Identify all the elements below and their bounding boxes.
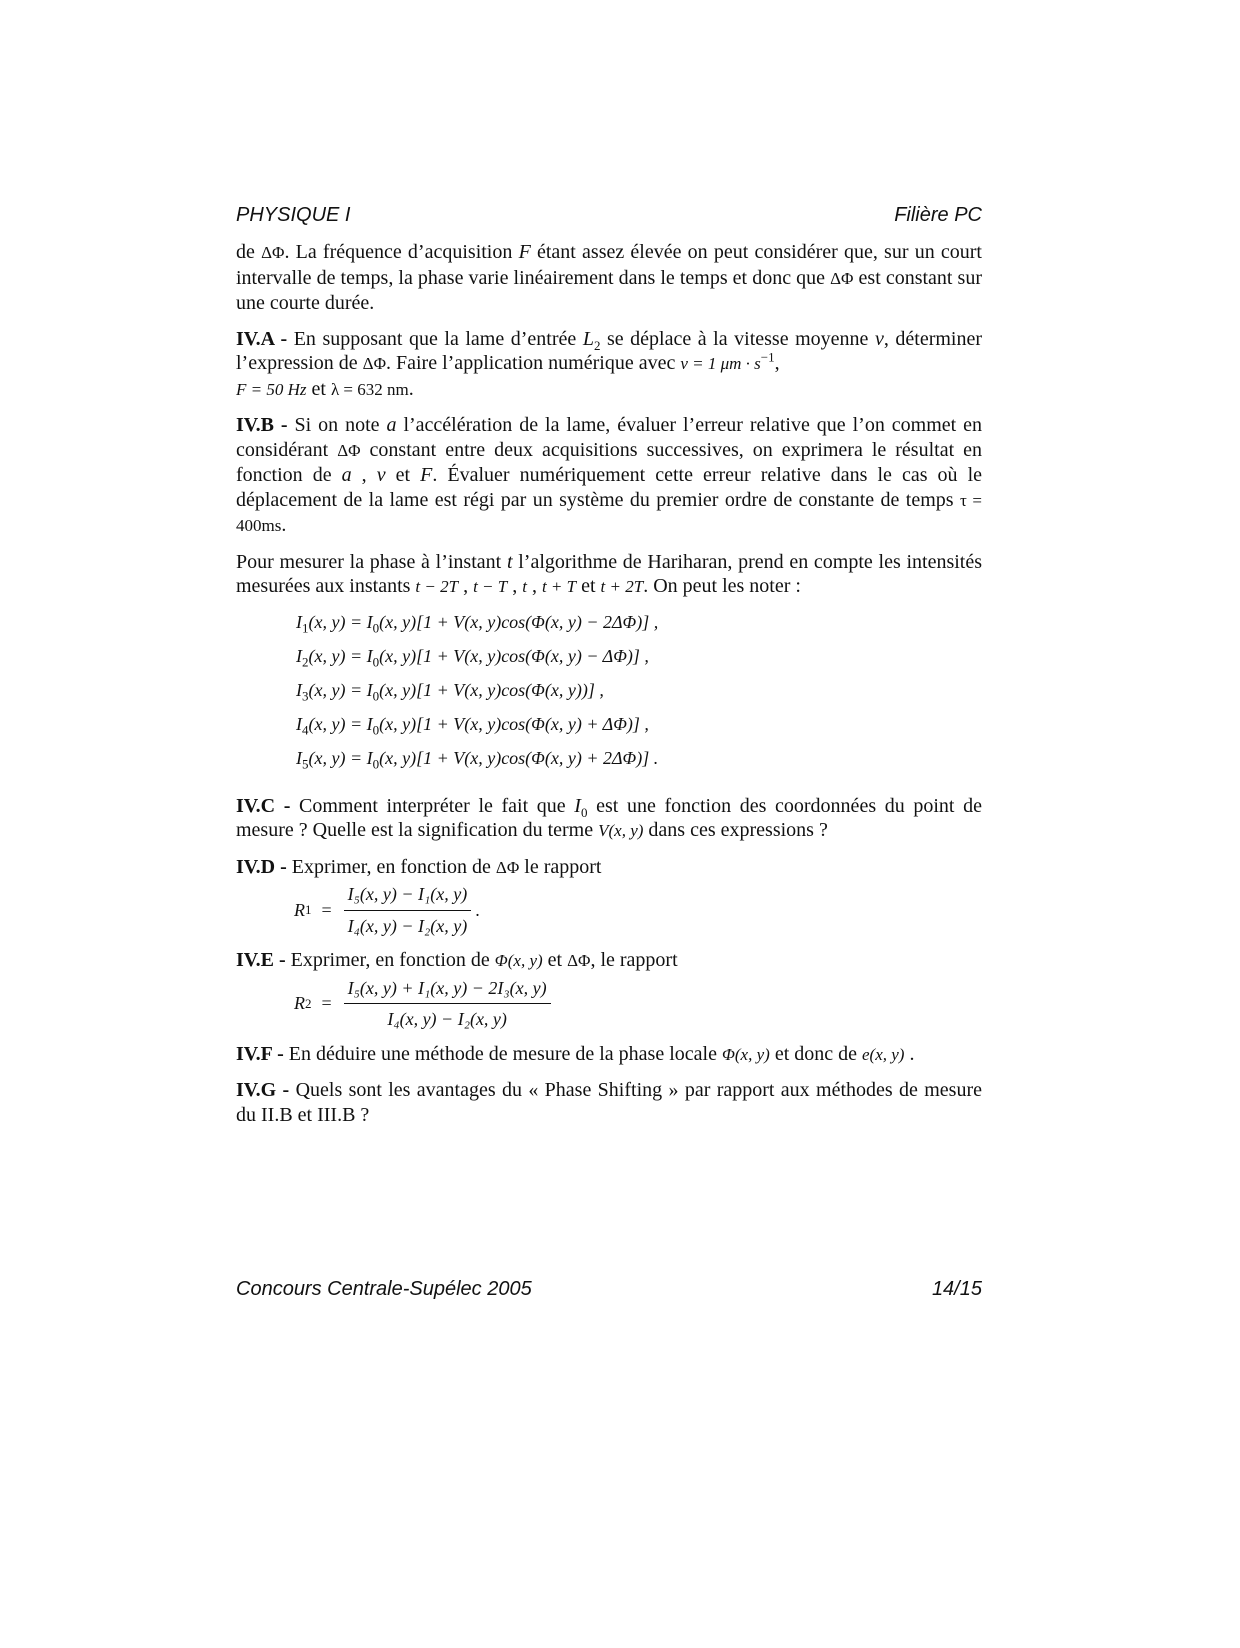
question-iv-c (236, 794, 982, 844)
math-instant: t (522, 577, 527, 596)
question-iv-e (236, 948, 982, 974)
page-number: 14/15 (931, 1278, 982, 1300)
math-F-value: F = 50 Hz (236, 379, 307, 399)
footer-exam-name: Concours Centrale-Supélec 2005 (236, 1278, 532, 1300)
text: et (306, 377, 331, 400)
math-delta-phi: ΔΦ (830, 268, 854, 288)
question-iv-b (236, 413, 982, 539)
math-expression: (x, y) = I (308, 645, 373, 666)
math-symbol: I (296, 713, 302, 734)
text: , (774, 352, 780, 374)
math-expression: (x, y) = I (308, 611, 373, 632)
question-iv-g (236, 1078, 982, 1127)
math-subscript: 2 (302, 654, 309, 670)
math-expression: (x, y) = I (308, 679, 373, 700)
text: Pour mesurer la phase à l’instant (236, 550, 507, 573)
math-subscript: 0 (372, 722, 380, 738)
text: Comment interpréter le fait que (299, 794, 575, 817)
math-a: a (386, 414, 397, 436)
math-R: R (294, 899, 305, 920)
fraction-denominator: I₄(x, y) − I₂(x, y) (387, 1009, 507, 1029)
question-label: IV.G - (236, 1079, 296, 1101)
math-subscript: 3 (302, 688, 309, 704)
math-subscript: 1 (302, 620, 309, 636)
text: . (475, 899, 480, 920)
math-F: F (420, 464, 433, 486)
question-label: IV.B - (236, 414, 295, 436)
math-expression: (x, y)[1 + V(x, y)cos(Φ(x, y) + ΔΦ)] , (379, 713, 649, 734)
text: . La fréquence d’acquisition (284, 241, 519, 263)
question-label: IV.C - (236, 794, 300, 817)
text: Exprimer, en fonction de (291, 855, 496, 878)
text: , (458, 575, 474, 597)
equation (296, 644, 982, 678)
text: . On peut les noter : (643, 575, 801, 597)
text: . (281, 514, 287, 536)
math-expression: (x, y)[1 + V(x, y)cos(Φ(x, y) − ΔΦ)] , (379, 645, 649, 666)
text: de (236, 241, 262, 263)
text: se déplace à la vitesse moyenne (600, 327, 875, 350)
math-e: e(x, y) (862, 1044, 905, 1064)
ratio-r2: R 2 = $\frac{\text{I₅(x, y) + I₁(x, y) − 2I₃(x, y)}}{\text{I₄(x, y) − I₂(x, y)}}$ (294, 976, 982, 1032)
equation (296, 678, 982, 712)
question-iv-f (236, 1042, 982, 1068)
intensity-equations (296, 610, 982, 780)
math-F: F (518, 241, 531, 263)
equation (296, 746, 982, 780)
math-v-value: v = 1 μm · s (680, 354, 761, 373)
header-subject: PHYSIQUE I (236, 204, 351, 226)
math-delta-phi: ΔΦ (337, 440, 361, 460)
text: . Évaluer numériquement cette erreur relative dans le cas où le déplacement de la lame est régi par un système du premier ordre de constante de temps (236, 464, 983, 511)
math-symbol: I (296, 645, 302, 666)
text: est constant sur une courte durée. (236, 266, 982, 314)
math-expression: (x, y) = I (308, 713, 373, 734)
text: et (576, 575, 601, 597)
math-subscript: 2 (593, 337, 601, 353)
math-subscript: 0 (372, 654, 380, 670)
text: , (351, 464, 377, 486)
page-body (236, 240, 982, 1138)
math-subscript: 0 (372, 688, 380, 704)
math-lambda-value: λ = 632 nm (330, 379, 409, 399)
equation (296, 610, 982, 644)
math-symbol: I (296, 679, 302, 700)
math-delta-phi: ΔΦ (495, 857, 520, 877)
math-instant: t + T (541, 577, 577, 596)
math-subscript: 5 (302, 756, 309, 772)
text: . Faire l’application numérique avec (386, 352, 681, 374)
math-equals: = (321, 899, 332, 920)
math-t: t (506, 550, 513, 573)
math-subscript: 0 (580, 804, 588, 820)
text: Exprimer, en fonction de (290, 949, 495, 971)
math-V: V(x, y) (598, 821, 644, 840)
text: , (507, 575, 523, 597)
text: l’algorithme de Hariharan, prend en compte les intensités mesurées aux instants (236, 550, 983, 597)
text: . (408, 377, 414, 400)
math-phi: Φ(x, y) (721, 1044, 770, 1064)
question-label: IV.F - (236, 1042, 289, 1065)
text: et (385, 464, 421, 486)
math-symbol: I (296, 611, 302, 632)
math-symbol: I (296, 747, 302, 768)
math-equals: = (321, 993, 332, 1014)
math-a: a (341, 464, 352, 486)
fraction-denominator: I₄(x, y) − I₂(x, y) (347, 915, 468, 936)
header-track: Filière PC (894, 204, 982, 226)
math-v: v (376, 464, 386, 486)
text: constant entre deux acquisitions successives, on exprimera le résultat en fonction de (236, 438, 983, 486)
text: , déterminer l’expression de (236, 327, 983, 374)
text: et donc de (769, 1042, 862, 1065)
math-expression: (x, y)[1 + V(x, y)cos(Φ(x, y) − 2ΔΦ)] , (379, 611, 659, 632)
math-instant: t − 2T (415, 577, 459, 596)
math-subscript: 0 (372, 620, 380, 636)
math-instant: t + 2T (600, 577, 644, 596)
math-delta-phi: ΔΦ (567, 951, 591, 970)
hariharan-paragraph (236, 550, 982, 600)
text: , le rapport (590, 949, 678, 971)
text: et (542, 949, 568, 971)
math-subscript: 0 (372, 756, 380, 772)
math-subscript: 4 (302, 722, 309, 738)
intro-paragraph (236, 240, 982, 316)
math-L: L (582, 327, 594, 350)
math-expression: (x, y)[1 + V(x, y)cos(Φ(x, y))] , (379, 679, 604, 700)
text: , (526, 575, 542, 597)
math-expression: (x, y) = I (308, 747, 373, 768)
math-I: I (574, 794, 581, 817)
math-exponent: −1 (760, 349, 775, 365)
fraction-numerator: I₅(x, y) − I₁(x, y) (344, 882, 472, 911)
text: Quels sont les avantages du « Phase Shifting » par rapport aux méthodes de mesure du II.B et III.B ? (236, 1079, 982, 1126)
math-expression: (x, y)[1 + V(x, y)cos(Φ(x, y) + 2ΔΦ)] . (379, 747, 659, 768)
fraction (344, 976, 551, 1032)
math-phi: Φ(x, y) (494, 951, 543, 970)
text: . (904, 1042, 915, 1065)
math-v: v (874, 327, 884, 350)
question-label: IV.A - (236, 327, 294, 350)
text: En supposant que la lame d’entrée (293, 327, 583, 350)
fraction (344, 882, 472, 938)
math-delta-phi: ΔΦ (261, 243, 285, 262)
math-tau-value: τ = 400ms (236, 490, 982, 535)
text: En déduire une méthode de mesure de la phase locale (288, 1042, 722, 1065)
text: étant assez élevée on peut considérer que, sur un court intervalle de temps, la phase varie linéairement dans le temps et donc que (236, 241, 982, 289)
text: Si on note (294, 414, 387, 436)
text: dans ces expressions ? (643, 819, 828, 841)
text: est une fonction des coordonnées du point de mesure ? Quelle est la signification du terme (236, 794, 982, 841)
math-delta-phi: ΔΦ (362, 354, 386, 373)
question-iv-a (236, 327, 982, 403)
math-R: R (294, 993, 305, 1014)
fraction-numerator: I₅(x, y) + I₁(x, y) − 2I₃(x, y) (344, 976, 551, 1005)
ratio-r1: R 1 = $\frac{\text{I₅(x, y) − I₁(x, y)}}{\text{I₄(x, y) − I₂(x, y)}}$ . (294, 882, 982, 938)
text: le rapport (519, 855, 602, 878)
text: l’accélération de la lame, évaluer l’erreur relative que l’on commet en considérant (236, 414, 983, 461)
question-label: IV.E - (236, 949, 291, 971)
question-label: IV.D - (236, 855, 292, 878)
math-instant: t − T (473, 577, 508, 596)
equation (296, 712, 982, 746)
question-iv-d (236, 855, 982, 881)
